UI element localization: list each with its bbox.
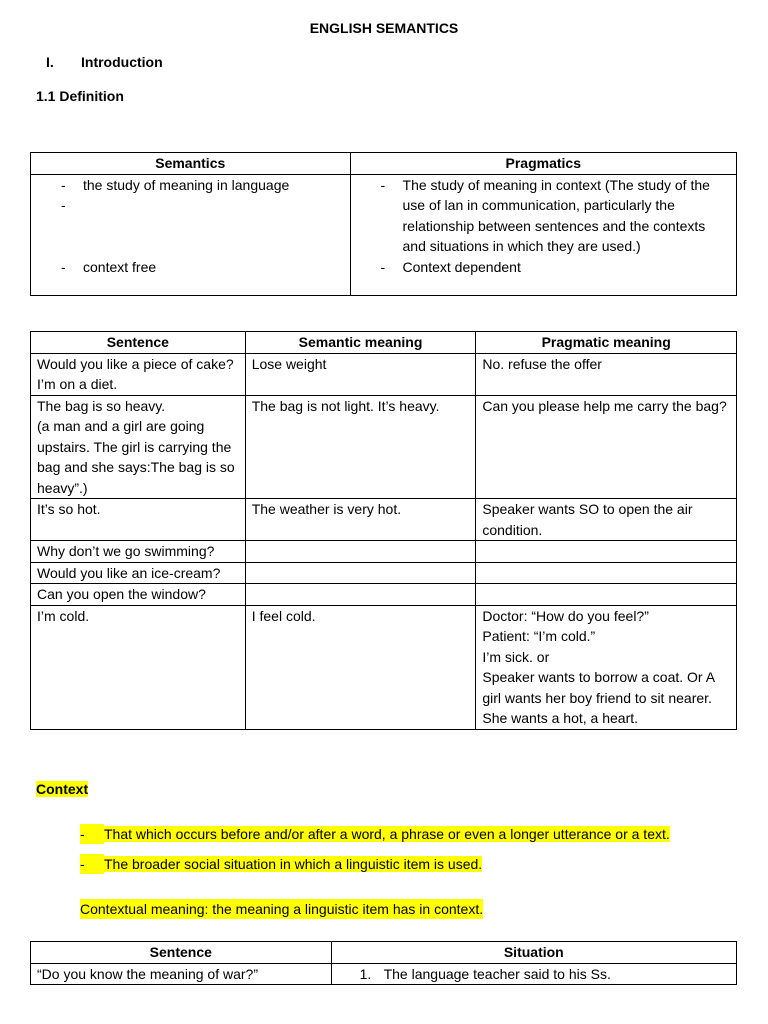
header-sentence: Sentence xyxy=(31,332,246,354)
document-title: ENGLISH SEMANTICS xyxy=(309,20,459,36)
pragmatic-cell xyxy=(476,541,737,563)
semantic-cell xyxy=(245,541,476,563)
semantic-cell: The bag is not light. It’s heavy. xyxy=(245,395,476,499)
subsection-heading: 1.1 Definition xyxy=(36,88,124,104)
section-number: I. xyxy=(46,54,54,70)
pragmatic-cell: No. refuse the offer xyxy=(476,353,737,395)
pragmatic-cell xyxy=(476,562,737,584)
pragmatics-list xyxy=(357,175,730,278)
spacer xyxy=(37,195,344,257)
context-definition-text: That which occurs before and/or after a word, a phrase or even a longer utterance or a text. xyxy=(104,826,670,842)
semantics-list xyxy=(37,175,344,278)
pragmatic-cell: Doctor: “How do you feel?” Patient: “I’m cold.” I’m sick. or Speaker wants to borrow a coat. Or A girl wants her boy friend to sit nearer. She wants a hot, a heart. xyxy=(476,605,737,729)
list-item: - the study of meaning in language xyxy=(37,175,344,196)
section-heading xyxy=(46,54,163,70)
table-row xyxy=(31,541,737,563)
sentence-cell: Can you open the window? xyxy=(31,584,246,606)
table-row xyxy=(31,605,737,729)
sentence-situation-table xyxy=(30,941,737,985)
section-title: Introduction xyxy=(81,54,163,70)
table-row xyxy=(31,963,737,985)
sentence-cell: I’m cold. xyxy=(31,605,246,729)
sentence-cell: The bag is so heavy. (a man and a girl are going upstairs. The girl is carrying the bag and she says:The bag is so heavy”.) xyxy=(31,395,246,499)
table-row xyxy=(31,353,737,395)
dash-bullet: - xyxy=(80,824,104,844)
table-row xyxy=(31,584,737,606)
contextual-meaning-definition: Contextual meaning: the meaning a linguistic item has in context. xyxy=(80,901,484,917)
pragmatic-cell: Speaker wants SO to open the air condition. xyxy=(476,499,737,541)
sentence-cell: Would you like an ice-cream? xyxy=(31,562,246,584)
header-sentence: Sentence xyxy=(31,942,332,964)
header-situation: Situation xyxy=(331,942,736,964)
list-number: 1. xyxy=(359,965,372,982)
sentence-cell: Why don’t we go swimming? xyxy=(31,541,246,563)
context-definition-list xyxy=(80,824,670,884)
situation-text: The language teacher said to his Ss. xyxy=(383,965,611,982)
header-semantics: Semantics xyxy=(31,153,351,175)
semantics-pragmatics-table xyxy=(30,152,737,296)
list-item: - The study of meaning in context (The study of the use of lan in communication, particularly the relationship between sentences and the contexts and situations in which they are used.) xyxy=(357,175,730,257)
list-item xyxy=(80,854,670,874)
header-pragmatic-meaning: Pragmatic meaning xyxy=(476,332,737,354)
table-row xyxy=(31,562,737,584)
table-row xyxy=(31,174,737,295)
semantic-cell xyxy=(245,584,476,606)
pragmatic-cell xyxy=(476,584,737,606)
header-pragmatics: Pragmatics xyxy=(350,153,736,175)
table-row xyxy=(31,499,737,541)
list-item xyxy=(80,824,670,844)
situation-cell xyxy=(331,963,736,985)
sentence-cell: It’s so hot. xyxy=(31,499,246,541)
semantics-cell xyxy=(31,174,351,295)
dash-bullet: - xyxy=(80,854,104,874)
table-header-row xyxy=(31,332,737,354)
pragmatic-cell: Can you please help me carry the bag? xyxy=(476,395,737,499)
sentence-cell: Would you like a piece of cake? I’m on a diet. xyxy=(31,353,246,395)
pragmatics-cell xyxy=(350,174,736,295)
context-heading: Context xyxy=(36,781,89,797)
list-item: - context free xyxy=(37,257,344,278)
semantic-cell xyxy=(245,562,476,584)
semantic-cell: I feel cold. xyxy=(245,605,476,729)
context-definition-text: The broader social situation in which a linguistic item is used. xyxy=(104,856,483,872)
sentence-cell: “Do you know the meaning of war?” xyxy=(31,963,332,985)
semantic-cell: Lose weight xyxy=(245,353,476,395)
header-semantic-meaning: Semantic meaning xyxy=(245,332,476,354)
table-header-row xyxy=(31,153,737,175)
list-item: - Context dependent xyxy=(357,257,730,278)
meaning-comparison-table xyxy=(30,331,737,730)
semantic-cell: The weather is very hot. xyxy=(245,499,476,541)
table-row xyxy=(31,395,737,499)
table-header-row xyxy=(31,942,737,964)
